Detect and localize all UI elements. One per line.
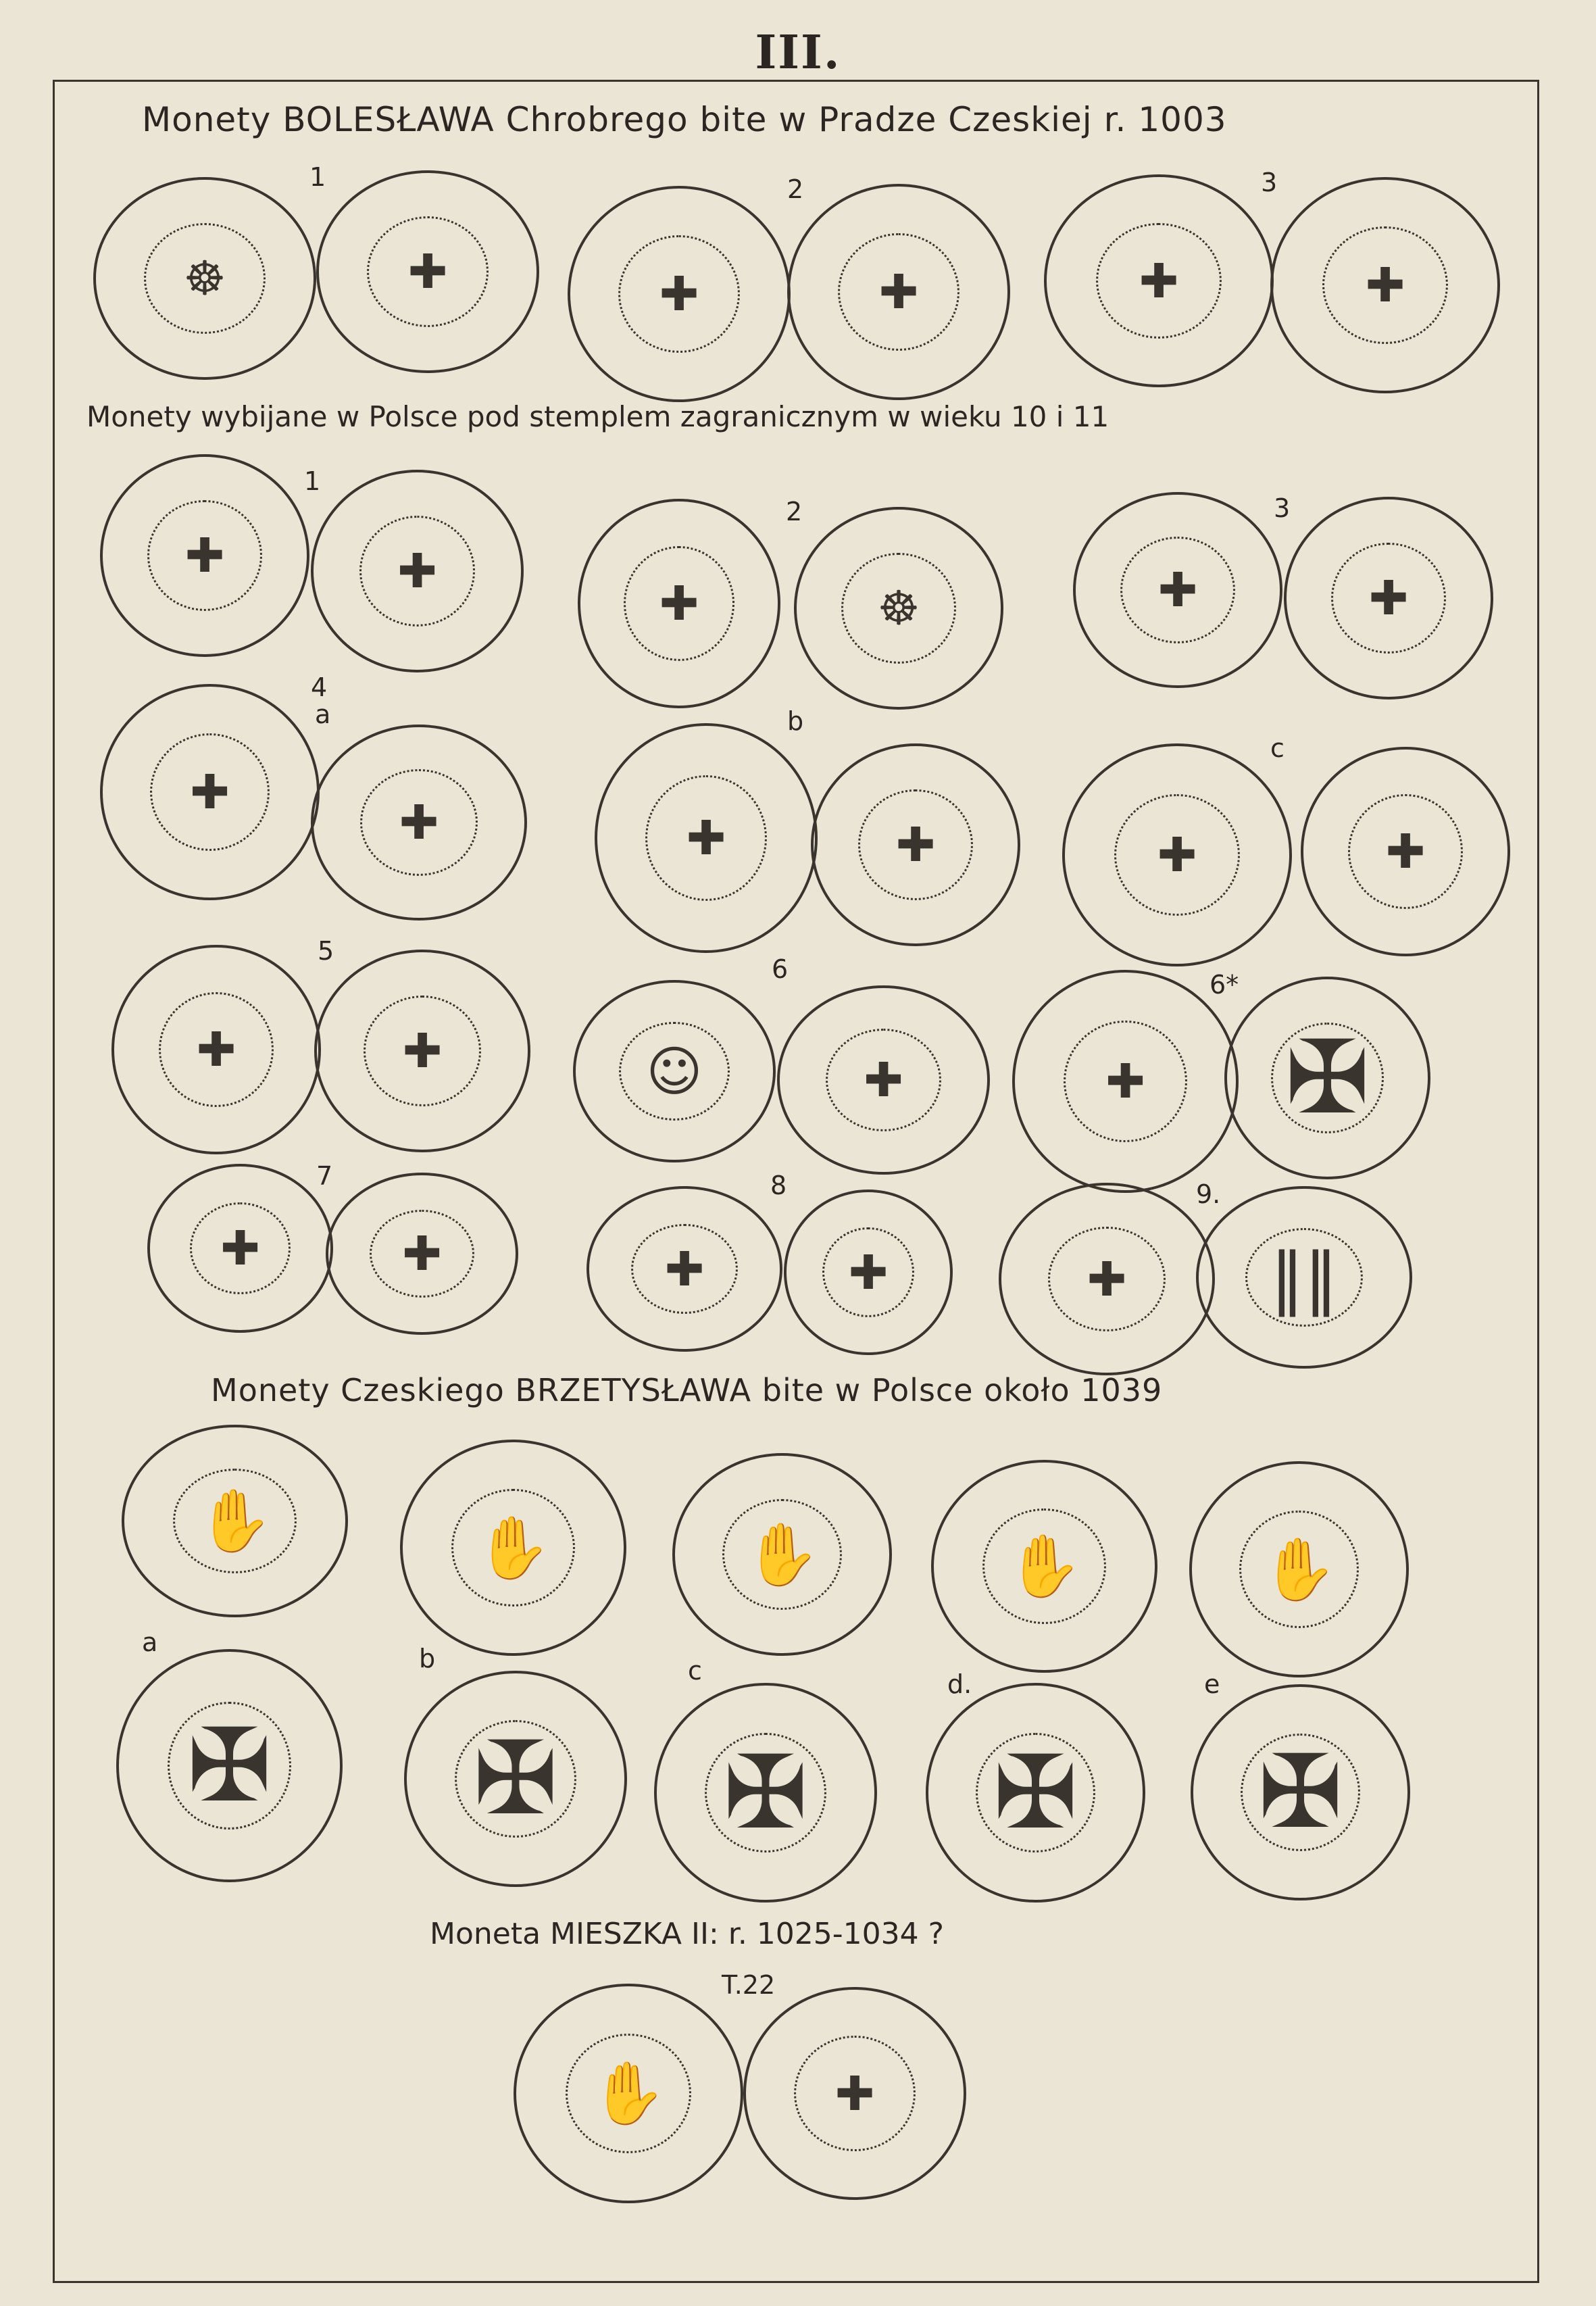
- coin-label-bd: d.: [947, 1669, 972, 1699]
- heading-foreign-die: Monety wybijane w Polsce pod stemplem zagranicznym w wieku 10 i 11: [86, 400, 1109, 433]
- coin-brzetyslaw-d-reverse: [926, 1683, 1145, 1903]
- coin-label-f4a: a: [315, 700, 331, 729]
- coin-boleslaw-1-obverse: [93, 177, 316, 380]
- coin-boleslaw-3-obverse: [1044, 174, 1274, 387]
- coin-label-bc: c: [688, 1656, 702, 1686]
- coin-label-f2: 2: [786, 497, 803, 526]
- coin-foreign-5-reverse: [314, 950, 530, 1152]
- coin-foreign-7-reverse: [326, 1173, 518, 1335]
- heading-mieszko: Moneta MIESZKA II: r. 1025-1034 ?: [430, 1917, 944, 1951]
- heading-brzetyslaw: Monety Czeskiego BRZETYSŁAWA bite w Polsce około 1039: [211, 1372, 1163, 1408]
- plate-number: III.: [755, 26, 841, 80]
- coin-mieszko-reverse: [743, 1987, 966, 2200]
- coin-boleslaw-1-reverse: [316, 170, 539, 373]
- coin-foreign-8-reverse: [784, 1189, 953, 1355]
- coin-foreign-6-reverse: [777, 985, 990, 1175]
- coin-foreign-4c-obverse: [1062, 743, 1292, 966]
- coin-foreign-3-obverse: [1073, 492, 1282, 688]
- heading-boleslaw: Monety BOLESŁAWA Chrobrego bite w Pradze Czeskiej r. 1003: [142, 100, 1227, 139]
- coin-brzetyslaw-c-reverse: [654, 1683, 877, 1903]
- coin-foreign-1-reverse: [311, 470, 524, 672]
- coin-label-ba: a: [142, 1627, 158, 1657]
- coin-foreign-4a-obverse: [100, 684, 320, 900]
- coin-foreign-7-obverse: [147, 1164, 333, 1333]
- coin-boleslaw-2-obverse: [568, 186, 791, 402]
- coin-label-f5: 5: [318, 936, 334, 966]
- coin-brzetyslaw-a-obverse: [122, 1425, 348, 1617]
- coin-foreign-4b-obverse: [595, 723, 818, 953]
- coin-label-f3: 3: [1274, 493, 1291, 523]
- coin-brzetyslaw-c-obverse: [672, 1453, 892, 1656]
- coin-foreign-2-reverse: [794, 507, 1003, 710]
- coin-foreign-2-obverse: [578, 499, 780, 708]
- coin-label-f4c: c: [1270, 733, 1285, 763]
- coin-foreign-9-reverse: [1196, 1186, 1412, 1369]
- coin-label-f6: 6: [772, 954, 789, 984]
- coin-label-bb: b: [419, 1644, 436, 1673]
- coin-label-f7: 7: [316, 1161, 333, 1191]
- coin-brzetyslaw-a-reverse: [116, 1649, 343, 1882]
- coin-label-be: e: [1204, 1669, 1220, 1699]
- coin-label-f9: 9.: [1196, 1179, 1221, 1209]
- coin-foreign-3-reverse: [1284, 497, 1493, 700]
- coin-foreign-1-obverse: [100, 454, 309, 657]
- coin-foreign-4c-reverse: [1301, 747, 1510, 956]
- coin-foreign-4b-reverse: [811, 743, 1020, 946]
- coin-foreign-6s-obverse: [1012, 970, 1239, 1193]
- coin-foreign-6s-reverse: [1224, 977, 1430, 1179]
- coin-foreign-5-obverse: [111, 945, 321, 1154]
- coin-label-3: 3: [1261, 168, 1278, 197]
- coin-foreign-9-obverse: [999, 1183, 1215, 1375]
- coin-boleslaw-3-reverse: [1270, 177, 1500, 393]
- coin-brzetyslaw-e-reverse: [1191, 1684, 1410, 1900]
- coin-label-2: 2: [787, 174, 804, 204]
- coin-brzetyslaw-d-obverse: [931, 1460, 1157, 1673]
- coin-brzetyslaw-b-obverse: [400, 1440, 626, 1656]
- coin-label-t22: T.22: [722, 1970, 776, 2000]
- coin-label-f4: 4: [311, 672, 328, 702]
- coin-label-f4b: b: [787, 706, 804, 736]
- coin-foreign-8-obverse: [587, 1186, 782, 1352]
- coin-brzetyslaw-b-reverse: [404, 1671, 627, 1887]
- coin-brzetyslaw-e-obverse: [1189, 1461, 1409, 1677]
- coin-label-f8: 8: [770, 1171, 787, 1200]
- coin-label-f6s: 6*: [1210, 970, 1239, 1000]
- coin-label-1: 1: [309, 162, 326, 192]
- coin-boleslaw-2-reverse: [787, 184, 1010, 400]
- coin-mieszko-obverse: [514, 1984, 743, 2203]
- coin-foreign-4a-reverse: [311, 725, 527, 921]
- coin-foreign-6-obverse: [573, 980, 776, 1162]
- coin-label-f1: 1: [304, 466, 321, 496]
